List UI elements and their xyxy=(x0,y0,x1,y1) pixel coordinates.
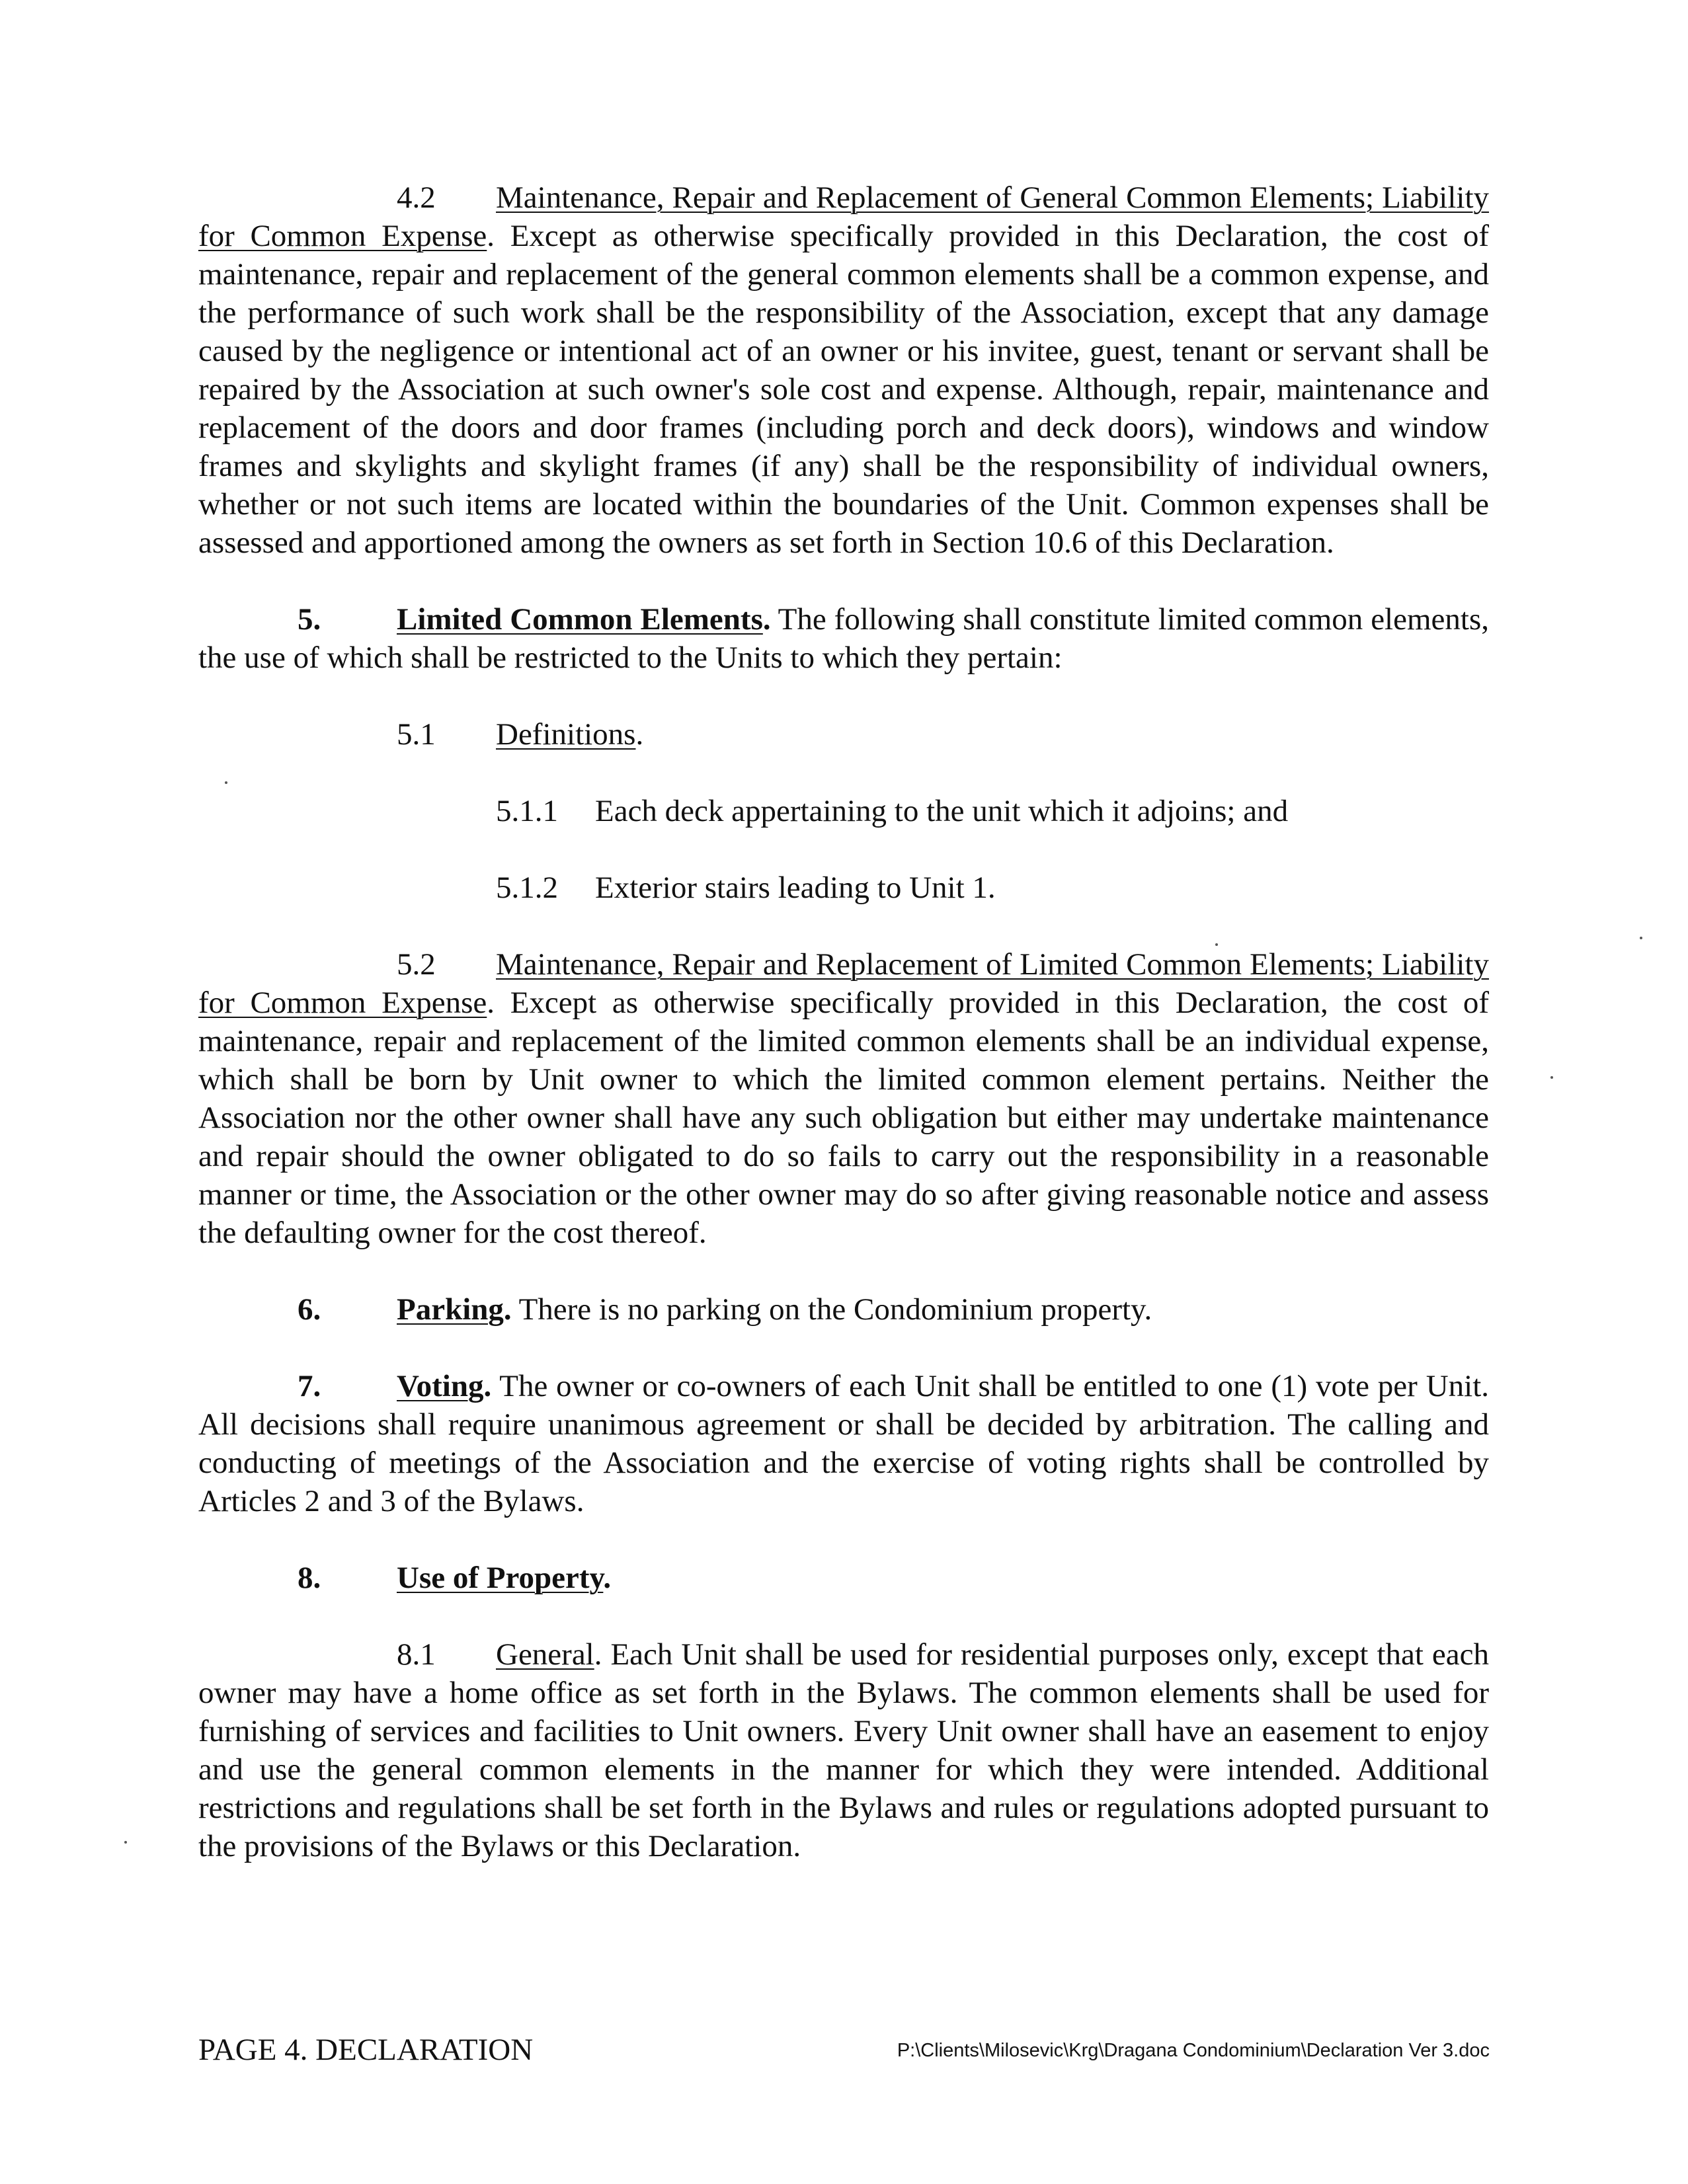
heading-punctuation: . xyxy=(483,1369,492,1403)
section-number: 8. xyxy=(298,1561,321,1595)
section-heading: Maintenance, Repair and Replacement of General Common Elements; Liability for Common Expense xyxy=(198,180,1489,253)
section-number: 7. xyxy=(298,1369,321,1403)
scan-speck xyxy=(124,1841,127,1844)
section-body: The following shall constitute limited common elements, the use of which shall be restricted to the Units to which they pertain: xyxy=(198,602,1489,675)
section-5-1-2 xyxy=(198,869,1489,907)
heading-punctuation: . xyxy=(762,602,771,637)
section-5-2 xyxy=(198,945,1489,1252)
section-heading: Limited Common Elements xyxy=(397,602,763,637)
scan-speck xyxy=(1215,943,1218,946)
section-8 xyxy=(198,1559,1489,1597)
heading-punctuation: . xyxy=(594,1637,602,1672)
section-body: Each Unit shall be used for residential purposes only, except that each owner may have a home office as set forth in the Bylaws. The common elements shall be used for furnishing of services and facilities to Unit owners. Every Unit owner shall have an easement to enjoy and use the general common elements in the manner for which they were intended. Additional restrictions and regulations shall be set forth in the Bylaws and rules or regulations adopted pursuant to the provisions of the Bylaws or this Declaration. xyxy=(198,1637,1489,1863)
section-heading: Parking xyxy=(397,1292,504,1327)
section-heading: Maintenance, Repair and Replacement of Limited Common Elements; Liability for Common Expense xyxy=(198,947,1489,1020)
section-number: 5. xyxy=(298,602,321,637)
scan-speck xyxy=(225,781,227,784)
section-body: Except as otherwise specifically provided in this Declaration, the cost of maintenance, repair and replacement of the general common elements shall be a common expense, and the performance of such work shall be the responsibility of the Association, except that any damage caused by the negligence or intentional act of an owner or his invitee, guest, tenant or servant shall be repaired by the Association at such owner's sole cost and expense. Although, repair, maintenance and replacement of the doors and door frames (including porch and deck doors), windows and window frames and skylights and skylight frames (if any) shall be the responsibility of individual owners, whether or not such items are located within the boundaries of the Unit. Common expenses shall be assessed and apportioned among the owners as set forth in Section 10.6 of this Declaration. xyxy=(198,219,1489,560)
section-6 xyxy=(198,1290,1489,1329)
section-7 xyxy=(198,1367,1489,1520)
section-number: 6. xyxy=(298,1292,321,1327)
document-body xyxy=(198,178,1489,1865)
section-number: 8.1 xyxy=(397,1637,436,1672)
section-heading: Voting xyxy=(397,1369,484,1403)
scan-speck xyxy=(1640,937,1642,939)
section-number: 5.1.2 xyxy=(496,871,558,905)
section-heading: Use of Property xyxy=(397,1561,604,1595)
section-body: There is no parking on the Condominium property. xyxy=(511,1292,1152,1327)
section-number: 4.2 xyxy=(397,180,436,215)
section-5-1 xyxy=(198,715,1489,754)
section-body: The owner or co-owners of each Unit shall be entitled to one (1) vote per Unit. All decisions shall require unanimous agreement or shall be decided by arbitration. The calling and conducting of meetings of the Association and the exercise of voting rights shall be controlled by Articles 2 and 3 of the Bylaws. xyxy=(198,1369,1489,1518)
section-4-2 xyxy=(198,178,1489,562)
section-body: Each deck appertaining to the unit which it adjoins; and xyxy=(595,794,1289,828)
heading-punctuation: . xyxy=(487,219,495,253)
section-number: 5.2 xyxy=(397,947,436,982)
section-5-1-1 xyxy=(198,792,1489,830)
heading-punctuation: . xyxy=(503,1292,512,1327)
section-5 xyxy=(198,600,1489,677)
heading-punctuation: . xyxy=(603,1561,612,1595)
section-number: 5.1.1 xyxy=(496,794,558,828)
section-heading: Definitions xyxy=(496,717,636,752)
section-body: Exterior stairs leading to Unit 1. xyxy=(595,871,996,905)
section-8-1 xyxy=(198,1635,1489,1865)
heading-punctuation: . xyxy=(487,986,495,1020)
footer-page-label: PAGE 4. DECLARATION xyxy=(198,2033,534,2067)
scan-speck xyxy=(1550,1076,1553,1079)
section-heading: General xyxy=(496,1637,594,1672)
section-number: 5.1 xyxy=(397,717,436,752)
section-body: Except as otherwise specifically provided in this Declaration, the cost of maintenance, repair and replacement of the limited common elements shall be an individual expense, which shall be born by Unit owner to which the limited common element pertains. Neither the Association nor the other owner shall have any such obligation but either may undertake maintenance and repair should the owner obligated to do so fails to carry out the responsibility in a reasonable manner or time, the Association or the other owner may do so after giving reasonable notice and assess the defaulting owner for the cost thereof. xyxy=(198,986,1489,1250)
heading-punctuation: . xyxy=(635,717,644,752)
footer-file-path: P:\Clients\Milosevic\Krg\Dragana Condominium\Declaration Ver 3.doc xyxy=(897,2040,1490,2061)
